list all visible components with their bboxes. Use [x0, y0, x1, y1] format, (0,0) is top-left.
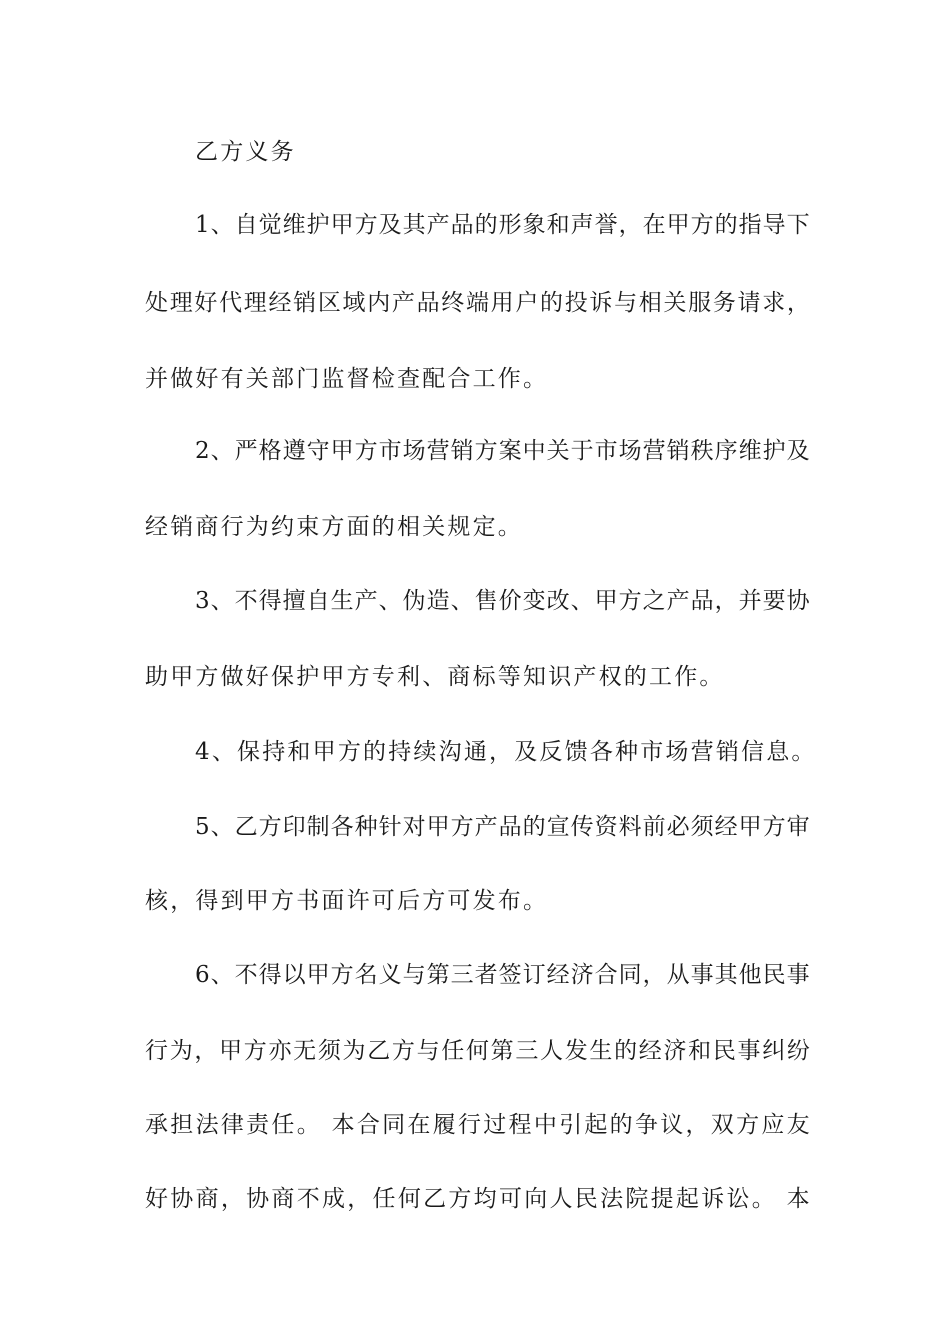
text-char: 务: [712, 290, 736, 316]
text-char: 任: [271, 1112, 295, 1138]
text-char: 协: [170, 1186, 194, 1212]
text-char: 不: [234, 588, 258, 614]
text-char: 护: [306, 212, 330, 238]
text-char: 端: [465, 290, 489, 316]
paragraph-line: [145, 1036, 810, 1066]
text-char: 造: [426, 588, 450, 614]
paragraph-line: [195, 436, 810, 466]
text-char: 、: [210, 438, 234, 464]
text-char: 他: [738, 962, 762, 988]
text-char: 者: [474, 962, 498, 988]
text-char: 维: [738, 438, 762, 464]
text-char: 下: [786, 212, 810, 238]
text-char: ，: [618, 212, 642, 238]
text-char: 程: [508, 1112, 532, 1138]
text-char: 义: [378, 962, 402, 988]
text-char: 的: [609, 1112, 633, 1138]
text-char: 于: [570, 438, 594, 464]
text-char: 起: [675, 1186, 699, 1212]
text-char: 得: [258, 962, 282, 988]
text-char: 经: [638, 1038, 662, 1064]
text-char: 对: [402, 814, 426, 840]
text-char: 合: [594, 962, 618, 988]
text-char: 本: [331, 1112, 355, 1138]
text-char: 求: [762, 290, 786, 316]
text-char: 1: [195, 212, 210, 238]
text-char: 责: [246, 1112, 270, 1138]
text-char: 不: [296, 1186, 320, 1212]
text-char: 维: [282, 212, 306, 238]
text-char: 名: [354, 962, 378, 988]
text-char: 方: [391, 1038, 415, 1064]
text-char: 方: [243, 1038, 267, 1064]
paragraph-line: [145, 1184, 810, 1214]
text-char: 投: [564, 290, 588, 316]
text-char: 各: [330, 814, 354, 840]
text-char: 处: [145, 290, 168, 316]
text-char: 理: [243, 290, 267, 316]
text-char: 。: [751, 1186, 775, 1212]
text-char: ，: [347, 1186, 371, 1212]
text-char: 济: [663, 1038, 687, 1064]
text-char: 与: [614, 290, 638, 316]
text-char: 销: [293, 290, 317, 316]
text-char: 其: [714, 962, 738, 988]
text-char: 方: [258, 814, 282, 840]
text-char: 、: [210, 588, 234, 614]
text-char: 不: [234, 962, 258, 988]
text-char: 种: [354, 814, 378, 840]
text-char: 制: [306, 814, 330, 840]
text-char: ，: [642, 962, 666, 988]
text-char: 甲: [738, 814, 762, 840]
text-char: 前: [642, 814, 666, 840]
text-char: 严: [234, 438, 258, 464]
text-char: 好: [194, 290, 218, 316]
text-char: 院: [625, 1186, 649, 1212]
text-char: 营: [426, 438, 450, 464]
text-char: 向: [524, 1186, 548, 1212]
text-char: 甲: [330, 438, 354, 464]
text-char: 引: [559, 1112, 583, 1138]
text-char: 售: [474, 588, 498, 614]
text-char: 协: [786, 588, 810, 614]
text-char: 6: [195, 962, 210, 988]
section-heading: 乙方义务: [195, 139, 296, 165]
text-char: 品: [690, 588, 714, 614]
text-char: 域: [342, 290, 366, 316]
text-char: 形: [498, 212, 522, 238]
text-char: 第: [490, 1038, 514, 1064]
text-char: 方: [762, 814, 786, 840]
text-char: 的: [540, 290, 563, 316]
text-char: ，: [714, 588, 738, 614]
text-char: 要: [762, 588, 786, 614]
text-char: 讼: [726, 1186, 750, 1212]
text-char: 何: [397, 1186, 421, 1212]
text-char: 得: [258, 588, 282, 614]
text-char: 销: [666, 438, 690, 464]
text-char: 户: [515, 290, 539, 316]
text-char: 人: [549, 1186, 573, 1212]
text-char: 场: [402, 438, 426, 464]
text-char: 的: [714, 212, 738, 238]
text-char: 宣: [546, 814, 570, 840]
text-char: 生: [330, 588, 354, 614]
text-char: 任: [372, 1186, 396, 1212]
text-char: 协: [246, 1186, 270, 1212]
text-char: 经: [268, 290, 292, 316]
paragraph-line: [195, 210, 810, 240]
text-char: 序: [714, 438, 738, 464]
text-char: 甲: [594, 588, 618, 614]
text-char: 商: [271, 1186, 295, 1212]
text-char: 成: [321, 1186, 345, 1212]
text-char: 争: [634, 1112, 658, 1138]
text-char: 伪: [402, 588, 426, 614]
paragraph-line: [195, 960, 810, 990]
text-char: 和: [546, 212, 570, 238]
text-char: 律: [220, 1112, 244, 1138]
text-char: 象: [522, 212, 546, 238]
text-char: 合: [356, 1112, 380, 1138]
text-char: 品: [416, 290, 440, 316]
text-char: 第: [426, 962, 450, 988]
text-char: 为: [342, 1038, 366, 1064]
text-char: 、: [450, 588, 474, 614]
text-char: 人: [540, 1038, 563, 1064]
text-char: 甲: [219, 1038, 243, 1064]
text-char: 方: [736, 1112, 760, 1138]
text-char: 自: [306, 588, 330, 614]
text-char: 事: [786, 962, 810, 988]
text-char: 2: [195, 438, 210, 464]
text-char: 甲: [426, 814, 450, 840]
text-char: 3: [195, 588, 210, 614]
text-char: 友: [786, 1112, 810, 1138]
text-char: 方: [450, 814, 474, 840]
text-char: 的: [522, 814, 546, 840]
text-char: 诉: [589, 290, 613, 316]
text-char: 纷: [786, 1038, 810, 1064]
text-char: 应: [761, 1112, 785, 1138]
text-char: 商: [195, 1186, 219, 1212]
text-char: 方: [474, 438, 498, 464]
text-char: 觉: [258, 212, 282, 238]
text-char: 议: [660, 1112, 684, 1138]
paragraph-line: [195, 586, 810, 616]
text-char: 方: [354, 438, 378, 464]
text-char: 必: [666, 814, 690, 840]
text-char: 甲: [306, 962, 330, 988]
text-char: 事: [737, 1038, 761, 1064]
text-char: 誉: [594, 212, 618, 238]
text-char: 承: [145, 1112, 168, 1138]
text-char: 事: [690, 962, 714, 988]
text-char: 济: [570, 962, 594, 988]
text-char: 。: [296, 1112, 320, 1138]
text-char: 担: [170, 1112, 194, 1138]
text-char: 方: [448, 1186, 472, 1212]
text-char: 须: [690, 814, 714, 840]
text-char: 在: [642, 212, 666, 238]
text-char: 中: [522, 438, 546, 464]
text-char: 自: [234, 212, 258, 238]
text-char: 秩: [690, 438, 714, 464]
text-char: 为: [169, 1038, 193, 1064]
text-char: 区: [317, 290, 341, 316]
text-char: 三: [450, 962, 474, 988]
text-char: 从: [666, 962, 690, 988]
text-char: 的: [614, 1038, 638, 1064]
text-char: 内: [367, 290, 391, 316]
text-char: 格: [258, 438, 282, 464]
text-char: ，: [194, 1038, 218, 1064]
text-char: 营: [642, 438, 666, 464]
text-char: 以: [282, 962, 306, 988]
text-char: 过: [483, 1112, 507, 1138]
text-char: 5: [195, 814, 210, 840]
text-char: 可: [498, 1186, 522, 1212]
text-char: 方: [618, 588, 642, 614]
text-char: 法: [195, 1112, 219, 1138]
text-char: [322, 1110, 329, 1140]
text-char: 法: [600, 1186, 624, 1212]
text-char: 经: [714, 814, 738, 840]
text-char: 行: [457, 1112, 481, 1138]
text-char: 场: [618, 438, 642, 464]
paragraph-line: 经销商行为约束方面的相关规定。: [145, 514, 523, 540]
text-char: 发: [564, 1038, 588, 1064]
text-char: 市: [594, 438, 618, 464]
text-char: 方: [354, 212, 378, 238]
text-char: 关: [663, 290, 687, 316]
text-char: ，: [786, 290, 810, 316]
text-char: 与: [416, 1038, 440, 1064]
text-char: 任: [441, 1038, 465, 1064]
text-char: 传: [570, 814, 594, 840]
text-char: 何: [465, 1038, 489, 1064]
text-char: 产: [354, 588, 378, 614]
text-char: 案: [498, 438, 522, 464]
text-char: 料: [618, 814, 642, 840]
text-char: 中: [533, 1112, 557, 1138]
text-char: 改: [546, 588, 570, 614]
text-char: 起: [584, 1112, 608, 1138]
text-char: [777, 1184, 784, 1214]
text-char: 销: [450, 438, 474, 464]
text-char: 好: [145, 1186, 168, 1212]
text-char: 、: [378, 588, 402, 614]
text-char: 无: [293, 1038, 317, 1064]
text-char: 变: [522, 588, 546, 614]
text-char: 关: [546, 438, 570, 464]
text-char: 须: [317, 1038, 341, 1064]
text-char: 产: [391, 290, 415, 316]
text-char: 品: [450, 212, 474, 238]
text-char: 及: [786, 438, 810, 464]
text-char: 、: [210, 814, 234, 840]
text-char: 服: [688, 290, 712, 316]
paragraph-line: 并做好有关部门监督检查配合工作。: [145, 366, 549, 392]
paragraph-line: [145, 1110, 810, 1140]
text-char: 品: [498, 814, 522, 840]
text-char: 甲: [666, 212, 690, 238]
text-char: 导: [762, 212, 786, 238]
text-char: 的: [474, 212, 498, 238]
text-char: 审: [786, 814, 810, 840]
text-char: 理: [169, 290, 193, 316]
text-char: 之: [642, 588, 666, 614]
text-char: 护: [762, 438, 786, 464]
text-char: 甲: [330, 212, 354, 238]
text-char: 市: [378, 438, 402, 464]
text-char: 乙: [234, 814, 258, 840]
text-char: 价: [498, 588, 522, 614]
text-char: 终: [441, 290, 465, 316]
text-char: 签: [498, 962, 522, 988]
text-char: 、: [210, 212, 234, 238]
text-char: 均: [473, 1186, 497, 1212]
text-char: 代: [219, 290, 243, 316]
paragraph-line: 4、保持和甲方的持续沟通，及反馈各种市场营销信息。: [195, 739, 817, 765]
text-char: 同: [382, 1112, 406, 1138]
text-char: 产: [426, 212, 450, 238]
paragraph-line: 助甲方做好保护甲方专利、商标等知识产权的工作。: [145, 664, 725, 690]
text-char: 民: [574, 1186, 598, 1212]
text-char: 相: [638, 290, 662, 316]
text-char: 亦: [268, 1038, 292, 1064]
text-char: 生: [589, 1038, 613, 1064]
text-char: 、: [210, 962, 234, 988]
text-char: 乙: [367, 1038, 391, 1064]
text-char: 声: [570, 212, 594, 238]
text-char: 遵: [282, 438, 306, 464]
text-char: 和: [688, 1038, 712, 1064]
text-char: 订: [522, 962, 546, 988]
paragraph-line: [195, 812, 810, 842]
text-char: 守: [306, 438, 330, 464]
text-char: 乙: [423, 1186, 447, 1212]
text-char: 指: [738, 212, 762, 238]
text-char: 履: [432, 1112, 456, 1138]
text-char: 其: [402, 212, 426, 238]
text-char: 经: [546, 962, 570, 988]
text-char: 行: [145, 1038, 168, 1064]
text-char: 纠: [762, 1038, 786, 1064]
text-char: 同: [618, 962, 642, 988]
text-char: 方: [690, 212, 714, 238]
text-char: 并: [738, 588, 762, 614]
text-char: 方: [330, 962, 354, 988]
text-char: 双: [710, 1112, 734, 1138]
text-char: 本: [786, 1186, 810, 1212]
text-char: 用: [490, 290, 514, 316]
text-char: 擅: [282, 588, 306, 614]
text-char: ，: [220, 1186, 244, 1212]
text-char: 针: [378, 814, 402, 840]
text-char: 三: [515, 1038, 539, 1064]
text-char: 请: [737, 290, 761, 316]
text-char: 民: [712, 1038, 736, 1064]
text-char: 提: [650, 1186, 674, 1212]
text-char: 产: [474, 814, 498, 840]
text-char: 及: [378, 212, 402, 238]
text-char: 资: [594, 814, 618, 840]
paragraph-line: 核，得到甲方书面许可后方可发布。: [145, 888, 549, 914]
text-char: 诉: [701, 1186, 725, 1212]
text-char: ，: [685, 1112, 709, 1138]
text-char: 产: [666, 588, 690, 614]
text-char: 印: [282, 814, 306, 840]
text-char: 与: [402, 962, 426, 988]
text-char: 民: [762, 962, 786, 988]
text-char: 、: [570, 588, 594, 614]
text-char: 在: [407, 1112, 431, 1138]
paragraph-line: [145, 288, 810, 318]
